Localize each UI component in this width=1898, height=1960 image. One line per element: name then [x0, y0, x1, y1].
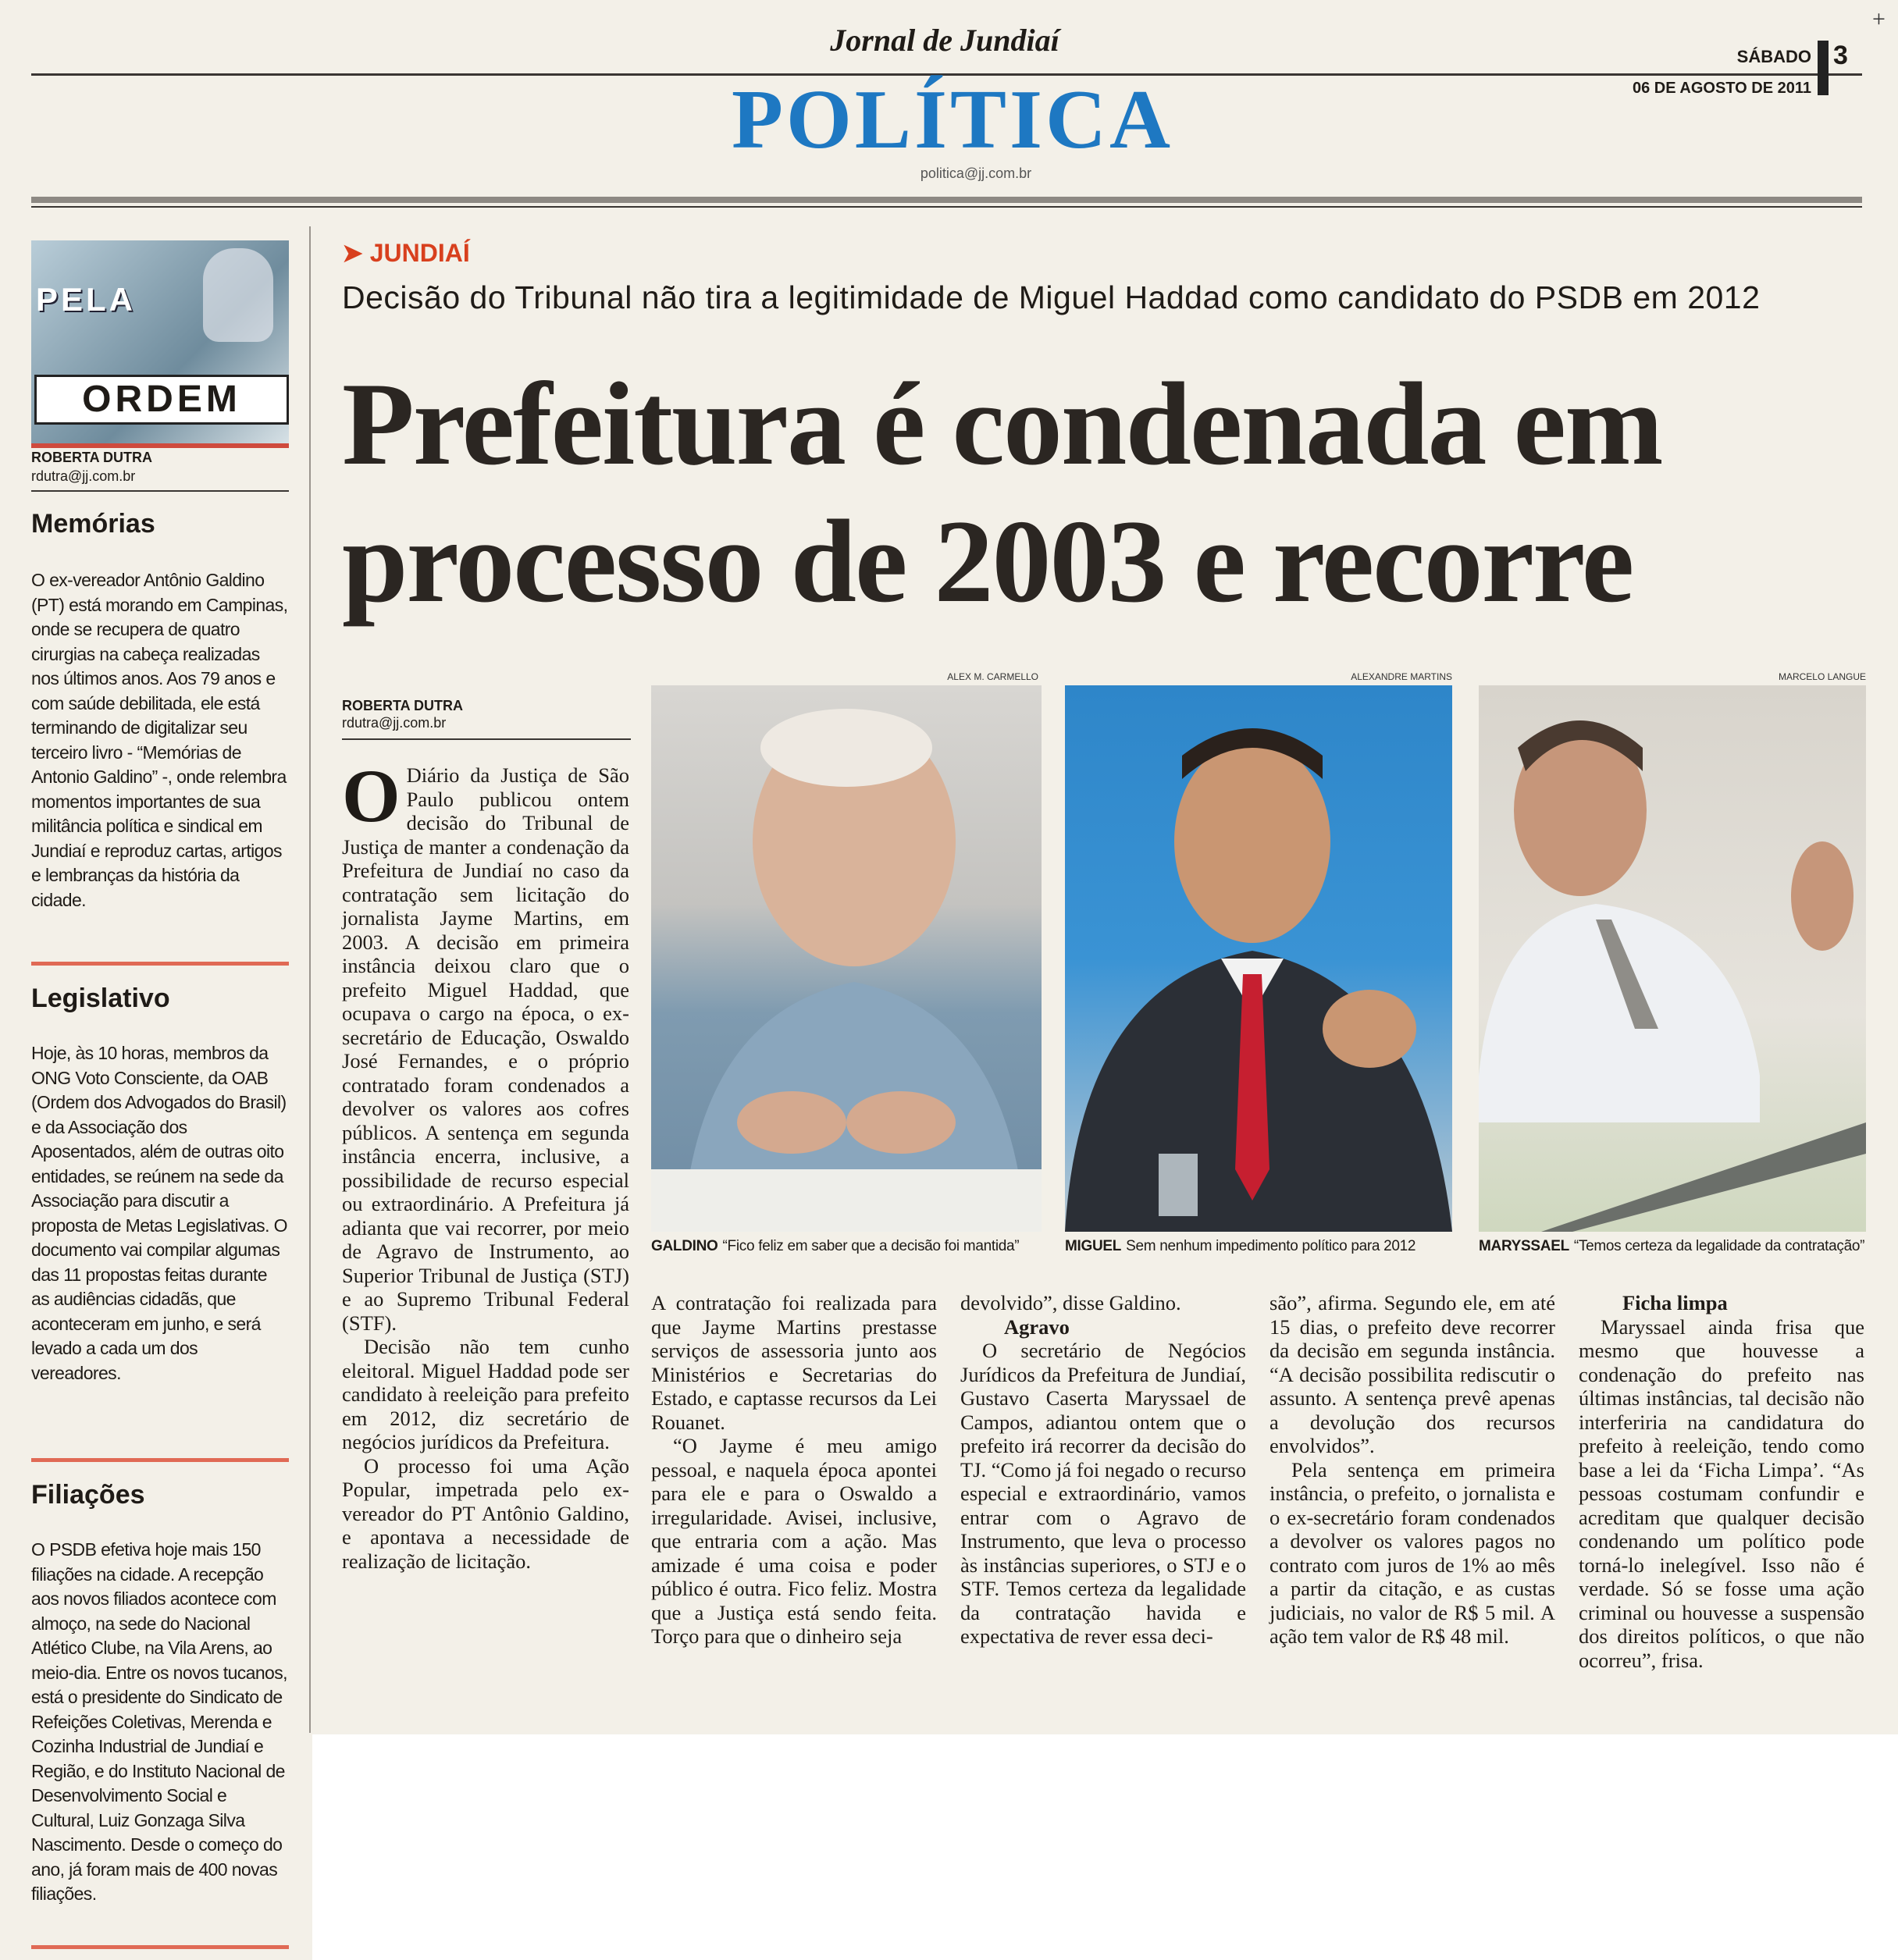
- photo-galdino: [651, 685, 1042, 1232]
- section-email: politica@jj.com.br: [920, 165, 1032, 181]
- sidebar-note-title: Filiações: [31, 1480, 145, 1510]
- article-paragraph: devolvido”, disse Galdino.: [960, 1291, 1181, 1314]
- photo-caption: [1065, 1238, 1471, 1255]
- article-column-5: [1579, 1291, 1864, 1672]
- photo-credit: ALEXANDRE MARTINS: [1351, 671, 1452, 682]
- byline-rule: [342, 738, 631, 740]
- sidebar-author: ROBERTA DUTRA: [31, 450, 152, 465]
- article-paragraph: Maryssael ainda frisa que mesmo que houvesse a condenação do prefeito nas últimas instâncias, tal decisão não interferiria na candidatura do prefeito à reeleição, tendo como base a lei da ‘Ficha Limpa’. “As pessoas costumam confundir e acreditam que qualquer decisão condenando um político pode torná-lo inelegível. Isso não é verdade. Só se fosse uma ação criminal ou houvesse a suspensão dos direitos políticos, o que não ocorreu”, frisa.: [1579, 1314, 1864, 1672]
- header-double-rule: [31, 197, 1862, 203]
- column-logo-pela: PELA: [36, 281, 137, 318]
- sidebar-note-text: O ex-vereador Antônio Galdino (PT) está morando em Campinas, onde se recupera de quatro cirurgias na cabeça realizadas nos últimos anos. Aos 79 anos e com saúde debilitada, ele está terminando de digitalizar seu terceiro livro - “Memórias de Antonio Galdino” -, onde relembra momentos importantes de sua militância política e sindical em Jundiaí e reproduz cartas, artigos e lembranças da história da cidade.: [31, 570, 288, 910]
- caption-name: GALDINO: [651, 1238, 718, 1254]
- photo-caption: [651, 1238, 1057, 1255]
- article-paragraph: O secretário de Negócios Jurídicos da Prefeitura de Jundiaí, Gustavo Caserta Maryssael de Campos, adiantou ontem que o prefeito irá recorrer da decisão do TJ. “Como já foi negado o recurso especial e extraordinário, vamos entrar com o Agravo de Instrumento, que leva o processo às instâncias superiores, o STJ e o STF. Temos certeza da legalidade da contratação havida e expectativa de rever essa deci-: [960, 1339, 1246, 1648]
- caption-text: “Temos certeza da legalidade da contratação”: [1573, 1238, 1865, 1254]
- sidebar-divider: [31, 962, 289, 966]
- article-subhead: Decisão do Tribunal não tira a legitimidade de Miguel Haddad como candidato do PSDB em 2012: [342, 279, 1761, 315]
- caption-text: Sem nenhum impedimento político para 2012: [1126, 1238, 1416, 1254]
- header-thin-rule: [31, 206, 1862, 208]
- arrow-right-icon: ➤: [342, 239, 370, 267]
- article-kicker: [342, 238, 470, 268]
- blank-scan-area: [312, 1734, 1898, 1960]
- article-column-1: [342, 754, 629, 1573]
- masthead: Jornal de Jundiaí: [830, 23, 1059, 58]
- crosshair-mark-icon: +: [1872, 6, 1886, 32]
- page-date: 06 DE AGOSTO DE 2011: [1633, 80, 1811, 97]
- sidebar-column-divider: [309, 226, 311, 1733]
- article-kicker-text: JUNDIAÍ: [369, 239, 470, 267]
- sidebar-divider: [31, 1458, 289, 1462]
- portrait-illustration-icon: [1479, 685, 1866, 1232]
- page-day: SÁBADO: [1736, 47, 1811, 66]
- article-paragraph: A contratação foi realizada para que Jayme Martins prestasse serviços de assessoria junto aos Ministérios e Secretarias do Estado, e captasse recursos da Lei Rouanet.: [651, 1291, 937, 1434]
- article-paragraph: Decisão não tem cunho eleitoral. Miguel Haddad pode ser candidato à reeleição para prefeito em 2012, diz secretário de negócios jurídicos da Prefeitura.: [342, 1335, 629, 1453]
- article-subtitle: Ficha limpa: [1622, 1291, 1728, 1314]
- article-paragraph: “O Jayme é meu amigo pessoal, e naquela época apontei para ele e para o Oswaldo a irregularidade. Avisei, inclusive, que entraria com a ação. Mas amizade é uma coisa e poder público é outra. Fico feliz. Mostra que a Justiça está sendo feita. Torço para que o dinheiro seja: [651, 1434, 937, 1648]
- photo-credit: MARCELO LANGUE: [1778, 671, 1866, 682]
- sidebar-email: rdutra@jj.com.br: [31, 468, 136, 484]
- photo-miguel: [1065, 685, 1452, 1232]
- sidebar-note-title: Memórias: [31, 509, 155, 539]
- photo-caption: [1479, 1238, 1885, 1255]
- drop-cap: O: [342, 754, 401, 838]
- article-column-2: [651, 1291, 937, 1649]
- page-number-bar: [1818, 41, 1829, 95]
- portrait-illustration-icon: [651, 685, 1042, 1232]
- article-paragraph: Pela sentença em primeira instância, o prefeito, o jornalista e o ex-secretário foram condenados a devolver os valores pagos no contrato com juros de 1% ao mês a partir da citação, e as custas judiciais, no valor de R$ 5 mil. A ação tem valor de R$ 48 mil.: [1269, 1457, 1555, 1648]
- sidebar-divider: [31, 1945, 289, 1949]
- caption-name: MIGUEL: [1065, 1238, 1122, 1254]
- photo-maryssael: [1479, 685, 1866, 1232]
- section-title: POLÍTICA: [731, 73, 1174, 166]
- portrait-illustration-icon: [1065, 685, 1452, 1232]
- hand-illustration-icon: [203, 248, 273, 342]
- article-paragraph: Diário da Justiça de São Paulo publicou ontem decisão do Tribunal de Justiça de manter a condenação da Prefeitura de Jundiaí no caso da contratação sem licitação do jornalista Jayme Martins, em 2003. A decisão em primeira instância deixou claro que o prefeito Miguel Haddad, que ocupava o cargo na época, o ex-secretário de Educação, Oswaldo José Fernandes, e o próprio contratado foram condenados a devolver os valores aos cofres públicos. A sentença em segunda instância encerra, inclusive, a possibilidade de recurso especial ou extraordinário. A Prefeitura já adianta que vai recorrer, por meio de Agravo de Instrumento, ao Superior Tribunal de Justiça (STJ) e ao Supremo Tribunal Federal (STF).: [342, 763, 629, 1335]
- column-logo-ordem: ORDEM: [34, 375, 289, 425]
- column-logo: [31, 240, 289, 448]
- article-subtitle: Agravo: [1004, 1314, 1070, 1339]
- article-column-3: [960, 1291, 1246, 1649]
- sidebar-note-text: Hoje, às 10 horas, membros da ONG Voto Consciente, da OAB (Ordem dos Advogados do Brasil) e da Associação dos Aposentados, além de outras oito entidades, se reúnem na sede da Associação para discutir a proposta de Metas Legislativas. O documento vai compilar algumas das 11 propostas feitas durante as audiências cidadãs, que aconteceram em junho, e será levado a cada um dos vereadores.: [31, 1043, 287, 1383]
- page-number: 3: [1833, 41, 1848, 70]
- sidebar-note-title: Legislativo: [31, 984, 170, 1013]
- article-email: rdutra@jj.com.br: [342, 715, 447, 731]
- article-paragraph: O processo foi uma Ação Popular, impetrada pelo ex-vereador do PT Antônio Galdino, e apontava a necessidade de realização de licitação.: [342, 1453, 629, 1573]
- article-author: ROBERTA DUTRA: [342, 698, 463, 713]
- article-paragraph: são”, afirma. Segundo ele, em até 15 dias, o prefeito deve recorrer da decisão em segunda instância. “A decisão possibilita rediscutir o assunto. A sentença prevê apenas a devolução dos recursos envolvidos”.: [1269, 1291, 1555, 1457]
- sidebar-rule: [31, 490, 289, 492]
- sidebar-note-text: O PSDB efetiva hoje mais 150 filiações na cidade. A recepção aos novos filiados acontece com almoço, na sede do Nacional Atlético Clube, na Vila Arens, ao meio-dia. Entre os novos tucanos, está o presidente do Sindicato de Refeições Coletivas, Merenda e Cozinha Industrial de Jundiaí e Região, e do Instituto Nacional de Desenvolvimento Social e Cultural, Luiz Gonzaga Silva Nascimento. Desde o começo do ano, já foram mais de 400 novas filiações.: [31, 1539, 287, 1904]
- article-headline: Prefeitura é condenada em processo de 2003 e recorre: [342, 358, 1662, 627]
- caption-text: “Fico feliz em saber que a decisão foi mantida”: [722, 1238, 1020, 1254]
- article-column-4: [1269, 1291, 1555, 1649]
- caption-name: MARYSSAEL: [1479, 1238, 1569, 1254]
- photo-credit: ALEX M. CARMELLO: [947, 671, 1038, 682]
